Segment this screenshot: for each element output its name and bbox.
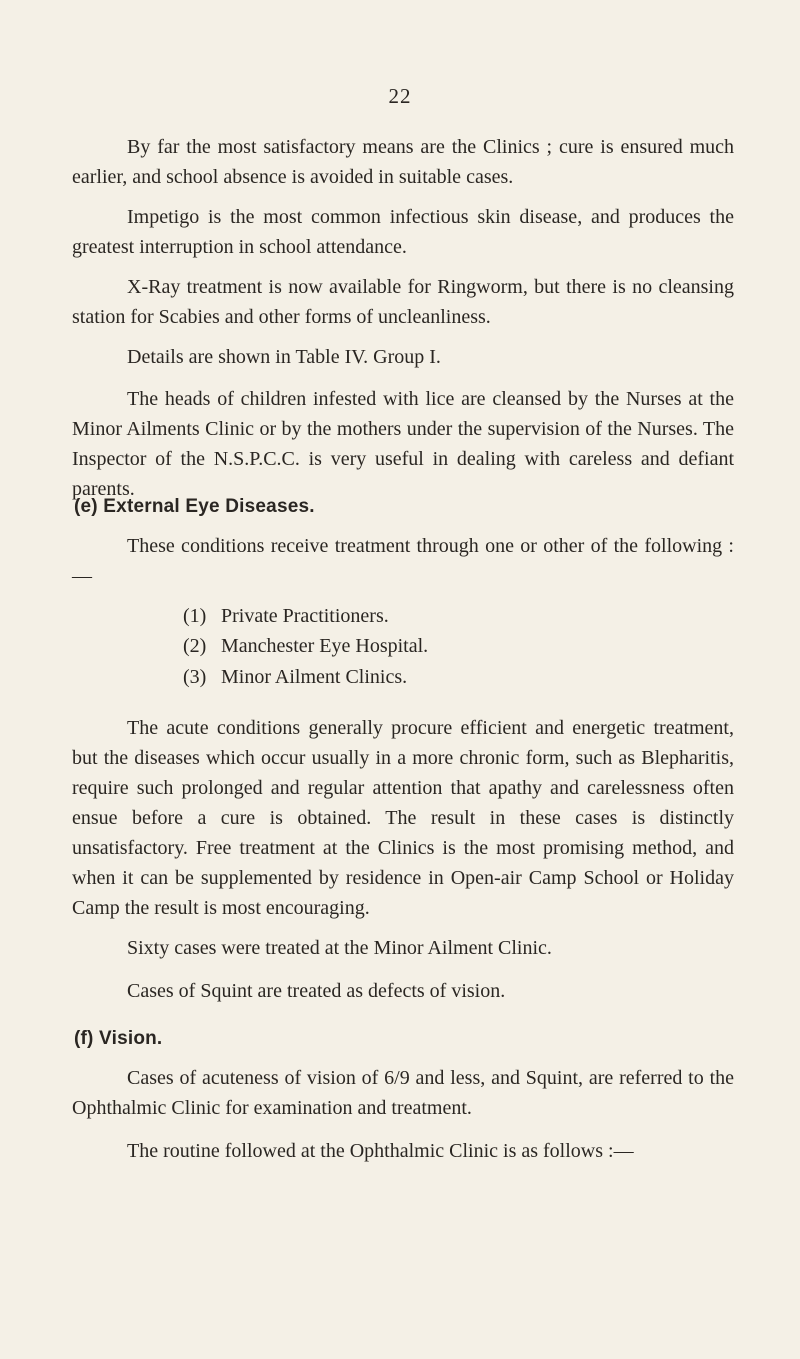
paragraph-acute-conditions: The acute conditions generally procure efficient and energetic treatment, but the diseases which occur usually in a more chronic form, such as Blepharitis, require such prolonged and regular attention that apathy and carelessness often ensue before a cure is obtained. The result in these cases is distinctly unsatisfactory. Free treatment at the Clinics is the most promising method, and when it can be supplemented by residence in Open-air Camp School or Holiday Camp the result is most encouraging. [72, 717, 734, 919]
list-item-number: (3) [183, 666, 207, 688]
paragraph-details: Details are shown in Table IV. Group I. [127, 346, 441, 368]
paragraph-acuteness: Cases of acuteness of vision of 6/9 and less, and Squint, are referred to the Ophthalmic Clinic for examination and treatment. [72, 1067, 734, 1119]
paragraph-routine: The routine followed at the Ophthalmic Clinic is as follows :— [127, 1140, 634, 1162]
paragraph-xray: X-Ray treatment is now available for Ringworm, but there is no cleansing station for Scabies and other forms of uncleanliness. [72, 276, 734, 328]
paragraph-clinics: By far the most satisfactory means are the Clinics ; cure is ensured much earlier, and school absence is avoided in suitable cases. [72, 136, 734, 188]
list-item-number: (2) [183, 635, 207, 657]
list-item-number: (1) [183, 605, 207, 627]
list-item-text: Minor Ailment Clinics. [221, 666, 408, 688]
paragraph-sixty-cases: Sixty cases were treated at the Minor Ailment Clinic. [127, 937, 552, 959]
list-item-text: Manchester Eye Hospital. [221, 635, 429, 657]
list-item [183, 631, 428, 661]
paragraph-squint: Cases of Squint are treated as defects of vision. [127, 980, 506, 1002]
page-number: 22 [388, 84, 412, 108]
list-item [183, 601, 389, 631]
paragraph-impetigo: Impetigo is the most common infectious skin disease, and produces the greatest interruption in school attendance. [72, 206, 734, 258]
list-item-text: Private Practitioners. [221, 605, 389, 627]
paragraph-conditions: These conditions receive treatment through one or other of the following :— [72, 535, 734, 587]
list-item [183, 662, 407, 692]
paragraph-lice: The heads of children infested with lice are cleansed by the Nurses at the Minor Ailments Clinic or by the mothers under the supervision of the Nurses. The Inspector of the N.S.P.C.C. is very useful in dealing with careless and defiant parents. [72, 388, 734, 500]
heading-vision: (f) Vision. [74, 1028, 163, 1049]
heading-external-eye-diseases: (e) External Eye Diseases. [74, 496, 315, 517]
